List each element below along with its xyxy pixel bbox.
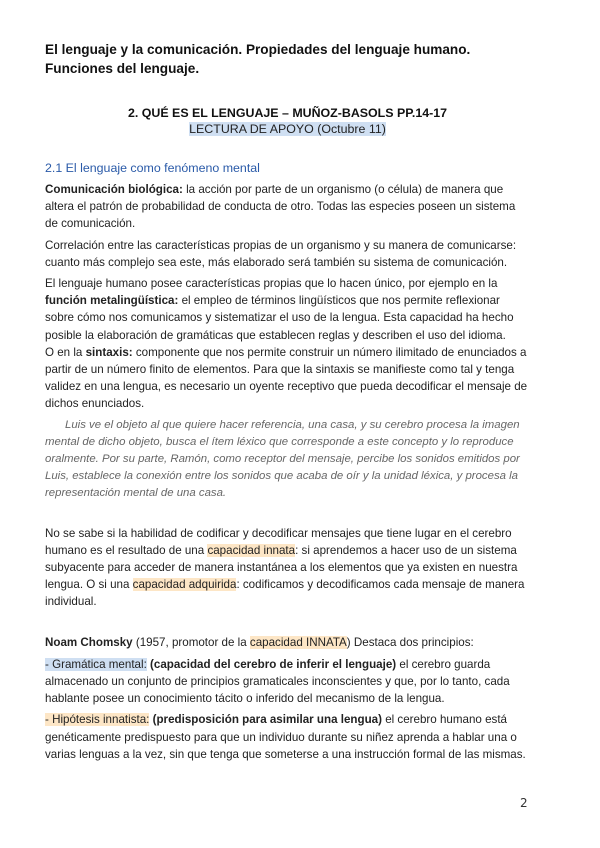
highlight-acquired: capacidad adquirida	[132, 578, 237, 592]
paragraph-text: el cerebro guarda almacenado un conjunto de principios gramaticales inconscientes y que, por lo tanto, cada hablante posee un conocimiento tácito o inferido del mecanismo de la lengua.	[45, 657, 510, 706]
paragraph-text: ) Destaca dos principios:	[346, 635, 474, 649]
paragraph-biological-communication	[45, 181, 530, 233]
highlight-innata: capacidad INNATA	[249, 635, 347, 649]
paragraph-text: : codificamos y decodificamos cada mensaje de manera individual.	[45, 578, 525, 609]
paragraph-innatist-hypothesis	[45, 711, 530, 763]
term-bold: Comunicación biológica:	[45, 183, 183, 196]
highlight-innate: capacidad innata	[207, 543, 296, 557]
highlight-mental-grammar: - Gramática mental:	[45, 657, 147, 671]
term-bold: función metalingüística:	[45, 294, 179, 308]
title-line-2: Funciones del lenguaje.	[45, 61, 200, 76]
paragraph-mental-grammar	[45, 656, 530, 708]
paragraph-text: : si aprendemos a hacer uso de un sistema subyacente para acceder de manera instantánea a los elementos que ya existen en nuestra lengua. O si una	[45, 543, 518, 592]
term-bold: sintaxis:	[85, 345, 133, 359]
paragraph-chomsky	[45, 634, 530, 651]
paragraph-text: el empleo de términos lingüísticos que nos permite reflexionar sobre cómo nos comunicamos y sistematizar el uso de la lengua. Esta capacidad ha hecho posible la elaboración de gramáticas que establecen reglas y describen el uso del idioma.	[45, 294, 514, 342]
term-bold: (capacidad del cerebro de inferir el lenguaje)	[146, 657, 397, 671]
paragraph-text: componente que nos permite construir un número ilimitado de enunciados a partir de un número finito de elementos. Para que la sintaxis se manifieste como tal y tenga validez en una lengua, es necesario un oyente receptivo que pueda decodificar el mensaje de dichos enunciados.	[45, 345, 528, 411]
section-subtitle-wrap	[45, 121, 530, 137]
paragraph-text: El lenguaje humano posee características propias que lo hacen único, por ejemplo en la	[45, 277, 498, 291]
highlight-innatist: - Hipótesis innatista:	[45, 713, 150, 727]
example-quote: Luis ve el objeto al que quiere hacer referencia, una casa, y su cerebro procesa la imagen mental de dicho objeto, busca el ítem léxico que corresponde a este concepto y lo reproduce oralmente. Por su parte, Ramón, como receptor del mensaje, percibe los sonidos emitidos por Luis, establece la conexión entre los sonidos que acaba de oír y la unidad léxica, y procesa la representación mental de una casa.	[45, 418, 520, 500]
section-title: 2. QUÉ ES EL LENGUAJE – MUÑOZ-BASOLS PP.14-17	[127, 106, 448, 120]
subsection-heading: 2.1 El lenguaje como fenómeno mental	[45, 161, 260, 175]
section-subtitle: LECTURA DE APOYO (Octubre 11)	[189, 122, 386, 136]
paragraph-text: O en la	[45, 345, 86, 359]
paragraph-correlation: Correlación entre las características propias de un organismo y su manera de comunicarse: cuanto más complejo sea este, más elaborado será también su sistema de comunicación.	[45, 238, 517, 269]
document-page	[45, 40, 530, 763]
author-name: Noam Chomsky	[45, 635, 133, 649]
title-line-1: El lenguaje y la comunicación. Propiedades del lenguaje humano.	[45, 42, 471, 57]
paragraph-text: el cerebro humano está genéticamente predispuesto para que un individuo durante su niñez aprenda a hablar una o varias lenguas a la vez, sin que tenga que someterse a una instrucción formal de las mismas.	[45, 713, 526, 761]
term-bold: (predisposición para asimilar una lengua)	[149, 713, 382, 727]
paragraph-text: la acción por parte de un organismo (o célula) de manera que altera el patrón de probabilidad de conducta de otro. Todas las especies poseen un sistema de comunicación.	[45, 183, 516, 231]
paragraph-text: No se sabe si la habilidad de codificar y decodificar mensajes que tiene lugar en el cerebro humano es el resultado de una	[45, 526, 512, 557]
paragraph-innate-acquired	[45, 525, 530, 611]
page-number: 2	[520, 796, 528, 810]
paragraph-human-language	[45, 275, 530, 413]
document-title	[45, 40, 530, 78]
paragraph-text: (1957, promotor de la	[132, 635, 250, 649]
